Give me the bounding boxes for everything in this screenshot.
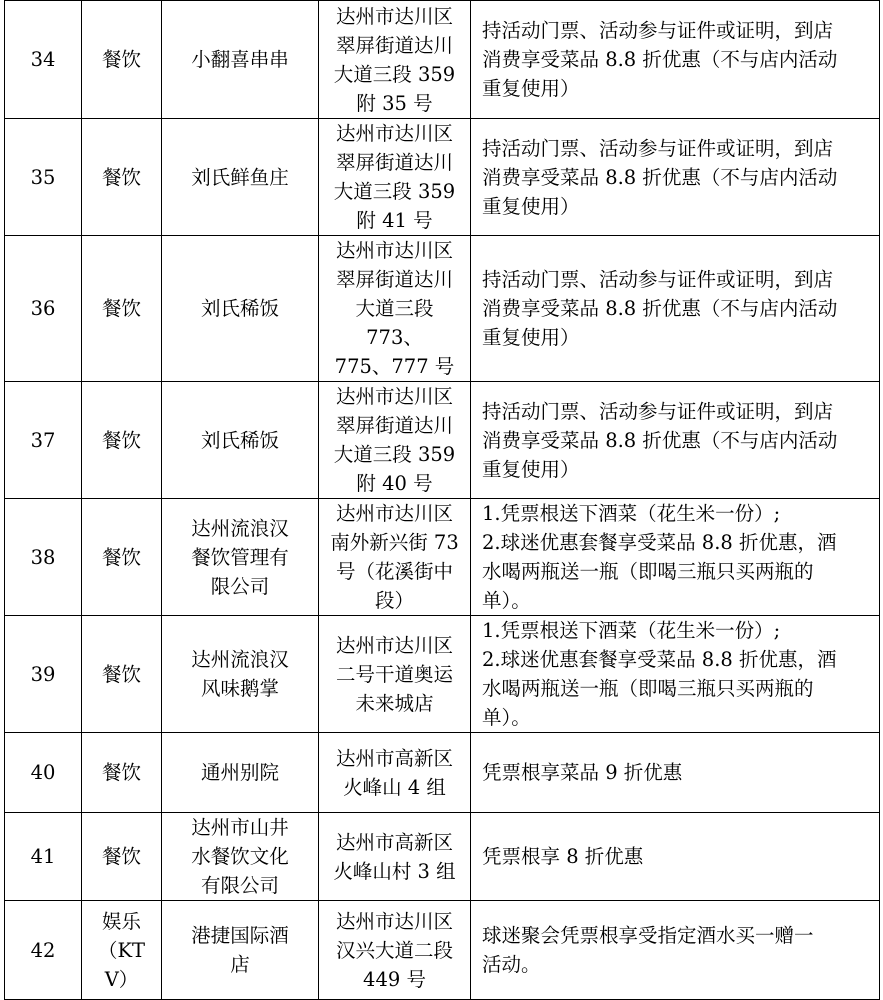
category-line: 餐饮 <box>101 761 141 784</box>
offer-line: 球迷聚会凭票根享受指定酒水买一赠一 <box>482 924 814 947</box>
address-line: 翠屏街道达川 <box>335 33 453 57</box>
table-row <box>5 1 880 119</box>
address-line: 达州市高新区 <box>335 746 453 770</box>
merchant-discount-table <box>4 0 880 1000</box>
table-row <box>5 382 880 499</box>
merchant-name-cell <box>162 119 319 236</box>
category-line: 餐饮 <box>101 297 141 320</box>
address-cell <box>319 499 471 616</box>
offer-line: 消费享受菜品 8.8 折优惠（不与店内活动 <box>482 297 838 320</box>
row-number-text: 41 <box>30 845 56 868</box>
address-line: 火峰山 4 组 <box>343 775 446 799</box>
merchant-name-line: 水餐饮文化 <box>191 845 289 868</box>
merchant-name-cell <box>162 382 319 499</box>
category-line: 餐饮 <box>101 48 141 71</box>
merchant-name-cell <box>162 499 319 616</box>
address-line: 达州市达川区 <box>335 239 453 262</box>
category-cell <box>82 119 162 236</box>
category-line: 餐饮 <box>101 845 141 868</box>
merchant-name-cell <box>162 733 319 813</box>
category-cell <box>82 1 162 119</box>
row-number <box>5 499 82 616</box>
offer-line: 重复使用） <box>482 77 580 100</box>
category-cell <box>82 901 162 1000</box>
offer-line: 持活动门票、活动参与证件或证明，到店 <box>482 19 834 42</box>
row-number-text: 36 <box>30 297 56 320</box>
merchant-name-cell <box>162 813 319 901</box>
row-number-text: 38 <box>30 545 56 569</box>
offer-line: 消费享受菜品 8.8 折优惠（不与店内活动 <box>482 48 838 71</box>
row-number-text: 35 <box>30 165 56 189</box>
address-line: 大道三段 773、 <box>355 297 434 349</box>
address-cell <box>319 813 471 901</box>
address-line: 达州市达川区 <box>335 122 453 145</box>
merchant-name-line: 刘氏稀饭 <box>200 428 279 452</box>
merchant-name-cell <box>162 1 319 119</box>
table-row <box>5 616 880 733</box>
merchant-name-cell <box>162 616 319 733</box>
address-cell <box>319 382 471 499</box>
row-number-text: 37 <box>30 428 56 452</box>
offer-line: 活动。 <box>482 953 541 976</box>
address-line: 达州市达川区 <box>335 502 453 525</box>
row-number-text: 34 <box>30 48 56 71</box>
table-row <box>5 813 880 901</box>
offer-cell <box>471 382 880 499</box>
offer-line: 持活动门票、活动参与证件或证明，到店 <box>482 399 834 423</box>
row-number-text: 39 <box>30 662 56 686</box>
address-line: 南外新兴街 73 <box>330 531 459 554</box>
offer-line: 消费享受菜品 8.8 折优惠（不与店内活动 <box>482 165 838 189</box>
merchant-name-cell <box>162 236 319 382</box>
address-line: 附 40 号 <box>356 472 433 495</box>
merchant-name-line: 刘氏稀饭 <box>200 297 279 320</box>
offer-cell <box>471 1 880 119</box>
offer-line: 持活动门票、活动参与证件或证明，到店 <box>482 136 834 160</box>
row-number <box>5 1 82 119</box>
merchant-name-line: 港捷国际酒 <box>191 924 289 947</box>
address-line: 翠屏街道达川 <box>335 268 453 291</box>
category-cell <box>82 616 162 733</box>
category-line: 餐饮 <box>101 662 141 686</box>
category-line: 娱乐 <box>101 909 141 933</box>
merchant-name-line: 达州市山井 <box>191 816 289 839</box>
address-cell <box>319 236 471 382</box>
offer-line: 水喝两瓶送一瓶（即喝三瓶只买两瓶的 <box>482 560 814 583</box>
address-line: 449 号 <box>363 967 426 991</box>
address-cell <box>319 119 471 236</box>
address-line: 大道三段 359 <box>333 180 456 203</box>
row-number <box>5 119 82 236</box>
category-line: 餐饮 <box>101 165 141 189</box>
merchant-name-line: 风味鹅掌 <box>200 677 279 700</box>
category-line: V） <box>104 967 139 991</box>
offer-line: 凭票根享 8 折优惠 <box>482 845 644 868</box>
offer-line: 水喝两瓶送一瓶（即喝三瓶只买两瓶的 <box>482 677 814 700</box>
address-line: 达州市达川区 <box>335 385 453 408</box>
address-line: 775、777 号 <box>334 355 455 378</box>
address-line: 附 41 号 <box>356 209 433 232</box>
table-row <box>5 119 880 236</box>
address-line: 达州市达川区 <box>335 4 453 28</box>
address-cell <box>319 901 471 1000</box>
address-cell <box>319 733 471 813</box>
row-number <box>5 616 82 733</box>
offer-cell <box>471 236 880 382</box>
address-line: 火峰山村 3 组 <box>333 859 456 883</box>
merchant-name-line: 小翻喜串串 <box>191 48 289 71</box>
merchant-name-line: 店 <box>230 953 250 976</box>
offer-cell <box>471 901 880 1000</box>
merchant-name-line: 限公司 <box>210 574 270 598</box>
category-cell <box>82 382 162 499</box>
merchant-name-line: 有限公司 <box>200 874 279 897</box>
offer-line: 重复使用） <box>482 457 580 481</box>
merchant-name-line: 刘氏鲜鱼庄 <box>191 165 289 189</box>
offer-line: 重复使用） <box>482 194 580 218</box>
address-line: 达州市达川区 <box>335 909 453 933</box>
address-line: 大道三段 359 <box>333 62 456 86</box>
offer-line: 单）。 <box>482 706 531 729</box>
address-line: 二号干道奥运 <box>335 662 453 686</box>
address-line: 段） <box>374 589 414 612</box>
category-cell <box>82 813 162 901</box>
row-number <box>5 382 82 499</box>
category-line: （KT <box>97 938 146 962</box>
table-row <box>5 901 880 1000</box>
merchant-name-line: 达州流浪汉 <box>191 648 289 671</box>
address-cell <box>319 1 471 119</box>
row-number-text: 42 <box>30 938 56 962</box>
address-line: 达州市高新区 <box>335 830 453 854</box>
merchant-name-line: 餐饮管理有 <box>191 545 289 569</box>
offer-cell <box>471 119 880 236</box>
table-row <box>5 733 880 813</box>
offer-line: 消费享受菜品 8.8 折优惠（不与店内活动 <box>482 428 838 452</box>
row-number <box>5 236 82 382</box>
offer-cell <box>471 499 880 616</box>
row-number-text: 40 <box>30 761 56 784</box>
category-line: 餐饮 <box>101 545 141 569</box>
offer-line: 持活动门票、活动参与证件或证明，到店 <box>482 268 834 291</box>
address-line: 附 35 号 <box>356 91 433 115</box>
offer-cell <box>471 813 880 901</box>
category-cell <box>82 499 162 616</box>
table-body <box>5 1 880 1000</box>
offer-line: 2.球迷优惠套餐享受菜品 8.8 折优惠，酒 <box>482 531 837 554</box>
table-row <box>5 499 880 616</box>
offer-cell <box>471 733 880 813</box>
row-number <box>5 901 82 1000</box>
category-line: 餐饮 <box>101 428 141 452</box>
address-cell <box>319 616 471 733</box>
address-line: 达州市达川区 <box>335 633 453 657</box>
category-cell <box>82 733 162 813</box>
merchant-name-cell <box>162 901 319 1000</box>
row-number <box>5 813 82 901</box>
offer-line: 1.凭票根送下酒菜（花生米一份）; <box>482 619 781 642</box>
table-row <box>5 236 880 382</box>
address-line: 号（花溪街中 <box>335 560 453 583</box>
address-line: 翠屏街道达川 <box>335 151 453 174</box>
address-line: 汉兴大道二段 <box>335 938 453 962</box>
row-number <box>5 733 82 813</box>
offer-line: 重复使用） <box>482 326 580 349</box>
address-line: 大道三段 359 <box>333 443 456 466</box>
offer-line: 2.球迷优惠套餐享受菜品 8.8 折优惠，酒 <box>482 648 837 671</box>
address-line: 翠屏街道达川 <box>335 414 453 437</box>
offer-line: 单）。 <box>482 589 531 612</box>
offer-line: 凭票根享菜品 9 折优惠 <box>482 761 683 784</box>
merchant-name-line: 达州流浪汉 <box>191 516 289 540</box>
category-cell <box>82 236 162 382</box>
offer-line: 1.凭票根送下酒菜（花生米一份）; <box>482 502 781 525</box>
address-line: 未来城店 <box>355 691 434 715</box>
offer-cell <box>471 616 880 733</box>
merchant-name-line: 通州别院 <box>200 761 279 784</box>
